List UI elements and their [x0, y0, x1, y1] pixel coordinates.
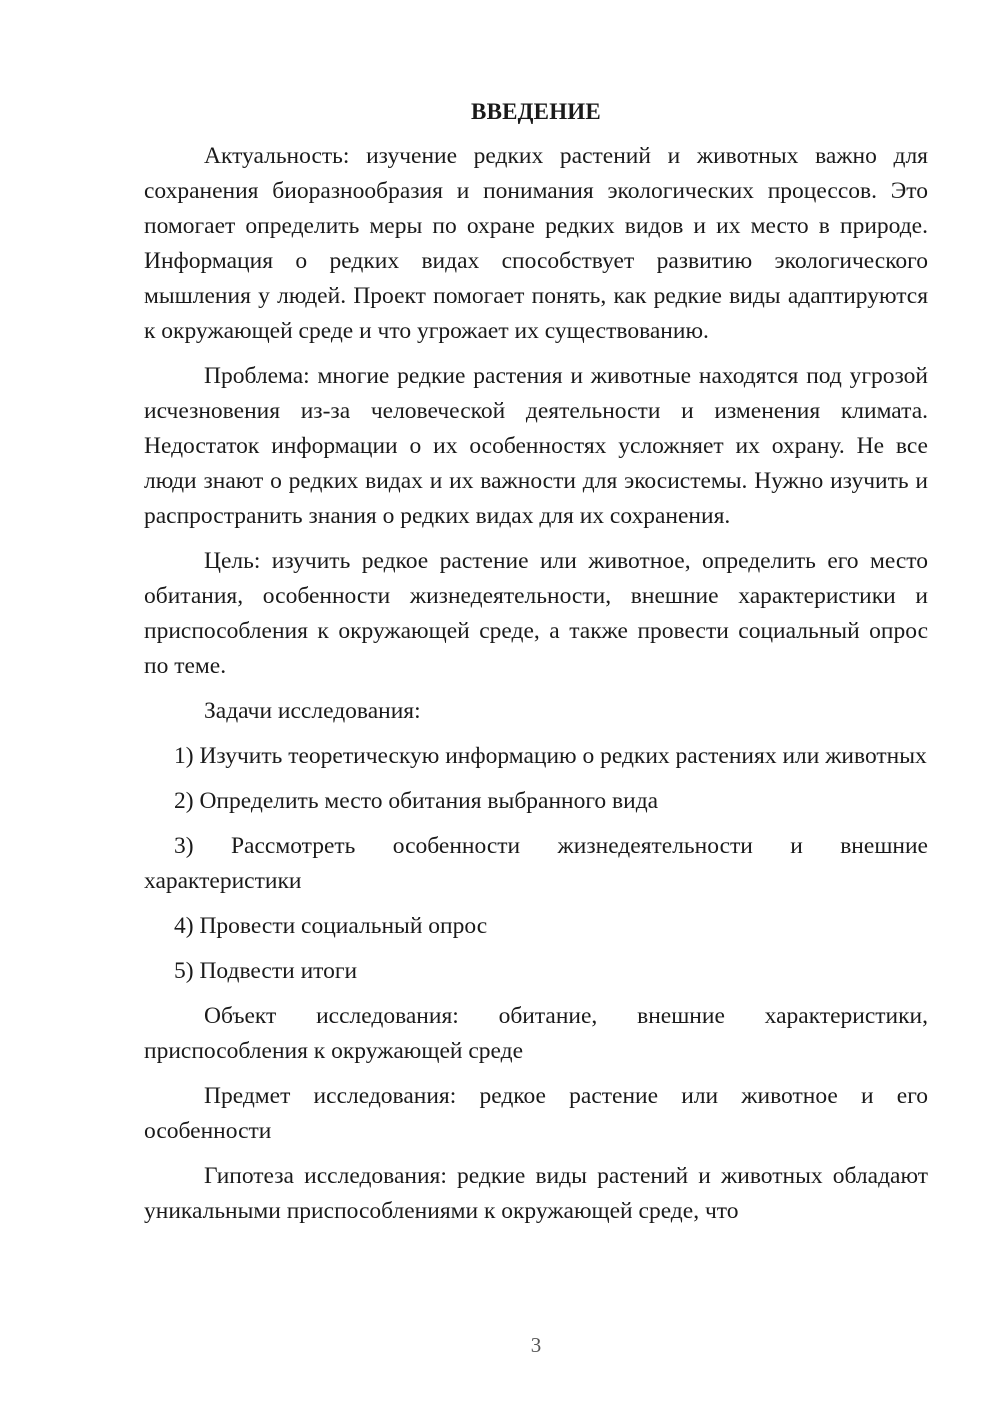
paragraph-tasks-heading: Задачи исследования:: [204, 698, 421, 724]
paragraph-goal: Цель: изучить редкое растение или животное, определить его место обитания, особенности жизнедеятельности, внешние характеристики и приспособления к окружающей среде, а также провести социальный опрос по теме.: [144, 548, 928, 679]
task-item-3: 3) Рассмотреть особенности жизнедеятельности и внешние характеристики: [144, 833, 928, 894]
task-item-5: 5) Подвести итоги: [174, 958, 358, 984]
paragraph-subject: Предмет исследования: редкое растение или животное и его особенности: [144, 1083, 928, 1144]
task-item-1: 1) Изучить теоретическую информацию о редких растениях или животных: [174, 743, 927, 769]
page-content: [144, 94, 928, 1239]
page-number: 3: [530, 1333, 542, 1357]
page-title: ВВЕДЕНИЕ: [471, 99, 601, 124]
task-item-2: 2) Определить место обитания выбранного вида: [174, 788, 659, 814]
paragraph-relevance: Актуальность: изучение редких растений и животных важно для сохранения биоразнообразия и понимания экологических процессов. Это помогает определить меры по охране редких видов и их место в природе. Информация о редких видах способствует развитию экологического мышления у людей. Проект помогает понять, как редкие виды адаптируются к окружающей среде и что угрожает их существованию.: [144, 143, 928, 344]
paragraph-object: Объект исследования: обитание, внешние характеристики, приспособления к окружающей среде: [144, 1003, 928, 1064]
task-item-4: 4) Провести социальный опрос: [174, 913, 488, 939]
paragraph-hypothesis: Гипотеза исследования: редкие виды растений и животных обладают уникальными приспособлениями к окружающей среде, что: [144, 1163, 928, 1224]
paragraph-problem: Проблема: многие редкие растения и животные находятся под угрозой исчезновения из-за человеческой деятельности и изменения климата. Недостаток информации о их особенностях усложняет их охрану. Не все люди знают о редких видах и их важности для экосистемы. Нужно изучить и распространить знания о редких видах для их сохранения.: [144, 363, 928, 529]
